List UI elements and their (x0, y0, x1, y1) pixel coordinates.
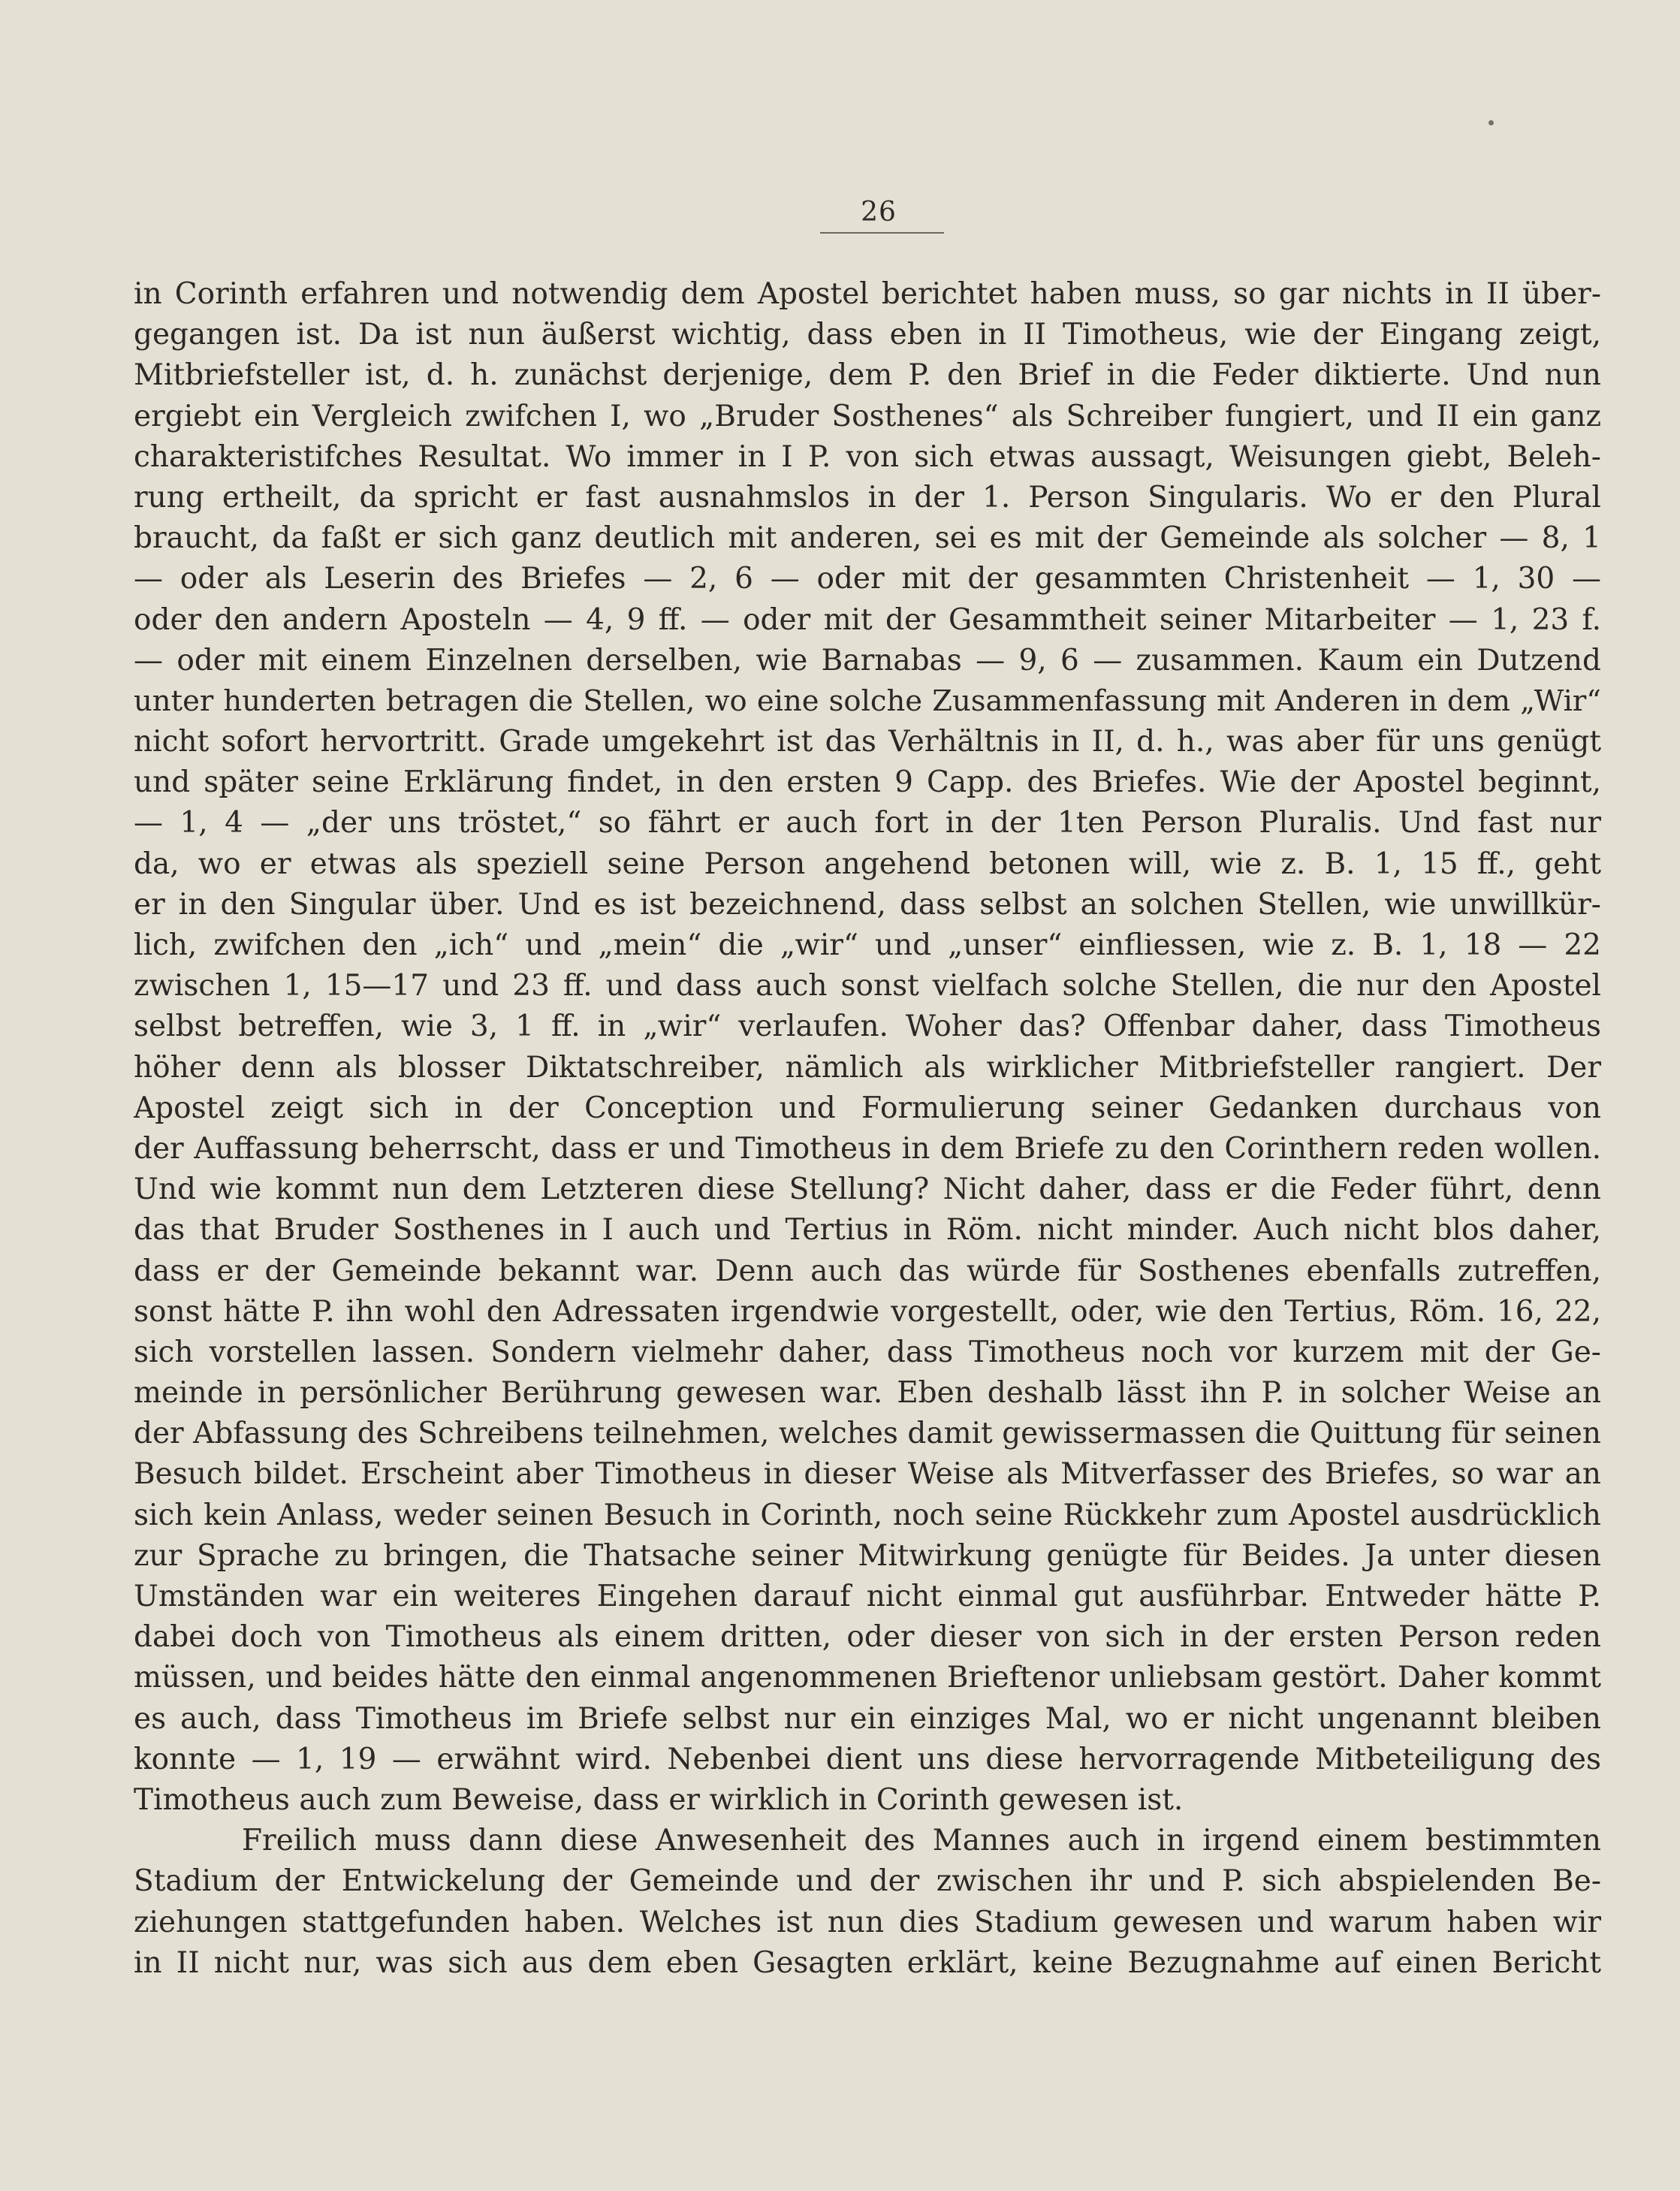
text-line: charakteristifches Resultat. Wo immer in I P. von sich etwas aussagt, Weisungen giebt, Beleh- (134, 439, 1601, 474)
text-line: sich kein Anlass, weder seinen Besuch in Corinth, noch seine Rückkehr zum Apostel ausdrücklich (134, 1498, 1601, 1532)
text-line-paragraph-start: Freilich muss dann diese Anwesenheit des Mannes auch in irgend einem bestimmten (242, 1824, 1601, 1858)
text-line: dabei doch von Timotheus als einem dritten, oder dieser von sich in der ersten Person reden (134, 1620, 1601, 1655)
text-line: sich vorstellen lassen. Sondern vielmehr daher, dass Timotheus noch vor kurzem mit der Ge- (134, 1335, 1601, 1369)
text-line: braucht, da faßt er sich ganz deutlich mit anderen, sei es mit der Gemeinde als solcher — 8, 1 (134, 521, 1601, 556)
text-line: ziehungen stattgefunden haben. Welches ist nun dies Stadium gewesen und warum haben wir (134, 1905, 1601, 1939)
text-line: dass er der Gemeinde bekannt war. Denn auch das würde für Sosthenes ebenfalls zutreffen, (134, 1254, 1601, 1288)
text-line: er in den Singular über. Und es ist bezeichnend, dass selbst an solchen Stellen, wie unwillkür- (134, 887, 1601, 922)
text-line: da, wo er etwas als speziell seine Person angehend betonen will, wie z. B. 1, 15 ff., geht (134, 847, 1601, 881)
text-line: gegangen ist. Da ist nun äußerst wichtig, dass eben in II Timotheus, wie der Eingang zeigt, (134, 318, 1601, 352)
text-line: der Auffassung beherrscht, dass er und Timotheus in dem Briefe zu den Corinthern reden wollen. (134, 1131, 1601, 1166)
text-line: lich, zwifchen den „ich“ und „mein“ die „wir“ und „unser“ einfliessen, wie z. B. 1, 18 — 22 (134, 928, 1601, 962)
text-line: das that Bruder Sosthenes in I auch und Tertius in Röm. nicht minder. Auch nicht blos daher, (134, 1213, 1601, 1248)
text-line: unter hunderten betragen die Stellen, wo eine solche Zusammenfassung mit Anderen in dem „Wir“ (134, 684, 1601, 718)
page-number: 26 (861, 197, 897, 228)
text-line: der Abfassung des Schreibens teilnehmen, welches damit gewissermassen die Quittung für seinen (134, 1417, 1601, 1451)
text-line: selbst betreffen, wie 3, 1 ff. in „wir“ verlaufen. Woher das? Offenbar daher, dass Timotheus (134, 1009, 1601, 1044)
text-line: meinde in persönlicher Berührung gewesen war. Eben deshalb lässt ihn P. in solcher Weise an (134, 1376, 1601, 1411)
text-line: höher denn als blosser Diktatschreiber, nämlich als wirklicher Mitbriefsteller rangiert. Der (134, 1050, 1601, 1085)
text-line: — 1, 4 — „der uns tröstet,“ so fährt er auch fort in der 1ten Person Pluralis. Und fast nur (134, 806, 1601, 840)
body-text (134, 274, 1601, 1984)
text-line: und später seine Erklärung findet, in den ersten 9 Capp. des Briefes. Wie der Apostel beginnt, (134, 765, 1601, 800)
text-line: konnte — 1, 19 — erwähnt wird. Nebenbei dient uns diese hervorragende Mitbeteiligung des (134, 1742, 1601, 1776)
text-line: in II nicht nur, was sich aus dem eben Gesagten erklärt, keine Bezugnahme auf einen Bericht (134, 1945, 1601, 1980)
text-line: Umständen war ein weiteres Eingehen darauf nicht einmal gut ausführbar. Entweder hätte P. (134, 1580, 1601, 1613)
page-number-rule (820, 232, 944, 234)
text-line: sonst hätte P. ihn wohl den Adressaten irgendwie vorgestellt, oder, wie den Tertius, Röm. 16, 22, (134, 1294, 1601, 1329)
text-line: es auch, dass Timotheus im Briefe selbst nur ein einziges Mal, wo er nicht ungenannt bleiben (134, 1701, 1601, 1736)
paper-speck (1488, 120, 1494, 125)
text-line: Stadium der Entwickelung der Gemeinde und der zwischen ihr und P. sich abspielenden Be- (134, 1864, 1601, 1899)
text-line-paragraph-end: Timotheus auch zum Beweise, dass er wirklich in Corinth gewesen ist. (134, 1782, 1184, 1817)
text-line: Besuch bildet. Erscheint aber Timotheus in dieser Weise als Mitverfasser des Briefes, so war an (134, 1457, 1601, 1492)
text-line: Und wie kommt nun dem Letzteren diese Stellung? Nicht daher, dass er die Feder führt, denn (134, 1172, 1601, 1207)
text-line: Apostel zeigt sich in der Conception und Formulierung seiner Gedanken durchaus von (134, 1091, 1601, 1125)
text-line: — oder als Leserin des Briefes — 2, 6 — oder mit der gesammten Christenheit — 1, 30 — (134, 562, 1601, 596)
text-line: zwischen 1, 15—17 und 23 ff. und dass auch sonst vielfach solche Stellen, die nur den Apostel (134, 969, 1601, 1003)
text-line: in Corinth erfahren und notwendig dem Apostel berichtet haben muss, so gar nichts in II über- (134, 277, 1601, 311)
text-line: zur Sprache zu bringen, die Thatsache seiner Mitwirkung genügte für Beides. Ja unter diesen (134, 1538, 1601, 1573)
text-line: nicht sofort hervortritt. Grade umgekehrt ist das Verhältnis in II, d. h., was aber für uns genügt (134, 725, 1601, 759)
text-line: müssen, und beides hätte den einmal angenommenen Brieftenor unliebsam gestört. Daher kommt (134, 1661, 1601, 1695)
text-line: rung ertheilt, da spricht er fast ausnahmslos in der 1. Person Singularis. Wo er den Plural (134, 480, 1601, 515)
text-line: oder den andern Aposteln — 4, 9 ff. — oder mit der Gesammtheit seiner Mitarbeiter — 1, 23 f. (134, 602, 1601, 637)
text-line: ergiebt ein Vergleich zwifchen I, wo „Bruder Sosthenes“ als Schreiber fungiert, und II ein ganz (134, 399, 1601, 433)
text-line: Mitbriefsteller ist, d. h. zunächst derjenige, dem P. den Brief in die Feder diktierte. Und nun (134, 358, 1601, 393)
text-line: — oder mit einem Einzelnen derselben, wie Barnabas — 9, 6 — zusammen. Kaum ein Dutzend (134, 643, 1601, 678)
